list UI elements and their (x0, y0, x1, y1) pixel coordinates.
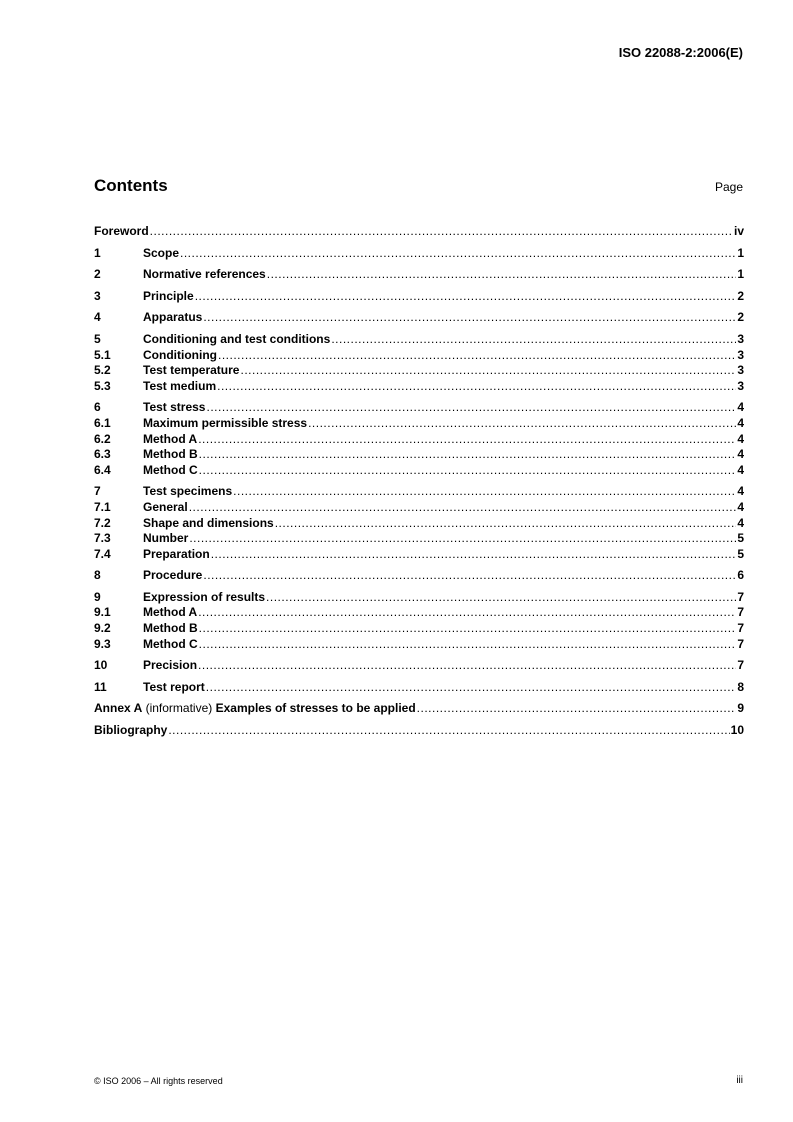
toc-entry-title: Maximum permissible stress (143, 415, 308, 430)
toc-dot-leader (150, 224, 733, 240)
toc-entry-title: Procedure (143, 568, 203, 583)
toc-entry-number: 5.1 (94, 347, 111, 362)
toc-entry[interactable] (94, 348, 744, 364)
toc-entry[interactable] (94, 289, 744, 305)
toc-entry-number: 7.3 (94, 531, 111, 546)
toc-dot-leader (308, 416, 736, 432)
toc-dot-leader (218, 348, 736, 364)
toc-entry[interactable] (94, 484, 744, 500)
toc-entry-page: 7 (737, 589, 744, 604)
toc-entry-page: 8 (737, 679, 744, 694)
toc-entry-page: 4 (737, 415, 744, 430)
toc-dot-leader (267, 267, 737, 283)
toc-dot-leader (233, 484, 736, 500)
toc-entry[interactable] (94, 267, 744, 283)
toc-group (94, 568, 744, 584)
toc-group (94, 680, 744, 696)
toc-entry-page: 7 (737, 658, 744, 673)
toc-entry-page: 4 (737, 484, 744, 499)
toc-entry-page: 1 (737, 267, 744, 282)
toc-group (94, 224, 744, 240)
toc-entry-title: Number (143, 531, 189, 546)
toc-group (94, 289, 744, 305)
toc-dot-leader (180, 246, 736, 262)
toc-entry[interactable] (94, 658, 744, 674)
toc-entry-title: Conditioning (143, 347, 217, 362)
toc-entry[interactable] (94, 432, 744, 448)
toc-entry-page: 4 (737, 400, 744, 415)
toc-entry-title: Normative references (143, 267, 266, 282)
toc-entry-page: 4 (737, 447, 744, 462)
toc-dot-leader (198, 432, 736, 448)
toc-entry-number: 6.1 (94, 415, 111, 430)
toc-entry[interactable] (94, 500, 744, 516)
toc-entry-number: 6.4 (94, 462, 111, 477)
toc-entry-number: 6.3 (94, 447, 111, 462)
toc-entry-page: 4 (737, 462, 744, 477)
toc-entry-number: 6 (94, 400, 101, 415)
toc-entry-title: Conditioning and test conditions (143, 331, 331, 346)
toc-dot-leader (331, 332, 736, 348)
toc-entry-number: 5.2 (94, 363, 111, 378)
table-of-contents (94, 224, 744, 745)
toc-entry-number: 6.2 (94, 431, 111, 446)
toc-dot-leader (199, 637, 737, 653)
toc-dot-leader (199, 447, 737, 463)
toc-entry-number: 10 (94, 658, 108, 673)
toc-dot-leader (206, 680, 737, 696)
toc-dot-leader (206, 400, 736, 416)
toc-group (94, 332, 744, 394)
toc-entry-page: 4 (737, 431, 744, 446)
toc-entry-title: Method A (143, 431, 198, 446)
toc-dot-leader (199, 463, 737, 479)
toc-entry-page: 3 (737, 347, 744, 362)
toc-group (94, 400, 744, 478)
toc-entry[interactable] (94, 463, 744, 479)
toc-entry-title: Test specimens (143, 484, 233, 499)
toc-entry-title: Principle (143, 288, 194, 303)
toc-entry-title: Preparation (143, 546, 210, 561)
toc-entry-number: 1 (94, 245, 101, 260)
toc-entry-title: Test temperature (143, 363, 240, 378)
toc-dot-leader (240, 363, 736, 379)
toc-entry[interactable] (94, 400, 744, 416)
toc-entry-title: Test medium (143, 378, 217, 393)
toc-entry[interactable] (94, 531, 744, 547)
toc-entry-number: 7.1 (94, 499, 111, 514)
toc-entry-page: 4 (737, 515, 744, 530)
toc-entry-title: Shape and dimensions (143, 515, 274, 530)
footer-copyright: © ISO 2006 – All rights reserved (94, 1076, 223, 1086)
toc-dot-leader (168, 723, 729, 739)
toc-entry-number: 2 (94, 267, 101, 282)
toc-entry-number: 8 (94, 568, 101, 583)
toc-entry-page: 3 (737, 363, 744, 378)
toc-group (94, 658, 744, 674)
contents-heading: Contents (94, 176, 168, 195)
footer-page-number: iii (736, 1075, 743, 1086)
toc-entry-title: Method C (143, 636, 198, 651)
toc-entry-number: 5.3 (94, 378, 111, 393)
toc-entry-number: 7.4 (94, 546, 111, 561)
toc-entry[interactable] (94, 363, 744, 379)
toc-entry-page: 6 (737, 568, 744, 583)
toc-dot-leader (266, 590, 736, 606)
toc-entry[interactable] (94, 379, 744, 395)
toc-entry-number: 5 (94, 331, 101, 346)
toc-dot-leader (189, 500, 737, 516)
toc-entry-page: 7 (737, 621, 744, 636)
toc-entry-number: 9 (94, 589, 101, 604)
toc-group (94, 267, 744, 283)
toc-entry[interactable] (94, 224, 744, 240)
toc-entry-title: Method A (143, 605, 198, 620)
toc-entry[interactable] (94, 590, 744, 606)
toc-entry-page: 2 (737, 310, 744, 325)
toc-entry[interactable] (94, 310, 744, 326)
toc-entry-number: 11 (94, 679, 107, 694)
toc-group (94, 310, 744, 326)
toc-entry[interactable] (94, 447, 744, 463)
toc-entry-title: Test report (143, 679, 205, 694)
toc-dot-leader (217, 379, 736, 395)
toc-dot-leader (189, 531, 736, 547)
toc-dot-leader (275, 516, 737, 532)
toc-dot-leader (199, 621, 737, 637)
toc-dot-leader (198, 658, 736, 674)
toc-entry-page: 10 (730, 723, 744, 738)
toc-entry[interactable] (94, 723, 744, 739)
toc-entry-page: 3 (737, 331, 744, 346)
toc-entry-title: Annex A (informative) Examples of stresses to be applied (94, 701, 416, 716)
toc-entry-number: 4 (94, 310, 101, 325)
toc-entry-title: Method B (143, 447, 198, 462)
toc-entry-page: 5 (737, 546, 744, 561)
toc-entry-page: 7 (737, 605, 744, 620)
page-column-label: Page (714, 180, 743, 194)
toc-entry-title: Precision (143, 658, 198, 673)
toc-dot-leader (203, 310, 736, 326)
toc-entry[interactable] (94, 246, 744, 262)
toc-entry-number: 3 (94, 288, 101, 303)
toc-entry-number: 7 (94, 484, 101, 499)
toc-entry-title: Method C (143, 462, 198, 477)
toc-entry-number: 9.1 (94, 605, 111, 620)
toc-entry-page: 9 (737, 701, 744, 716)
toc-entry-page: 1 (737, 245, 744, 260)
toc-entry-number: 9.2 (94, 621, 111, 636)
toc-entry[interactable] (94, 621, 744, 637)
toc-entry-page: 7 (737, 636, 744, 651)
toc-group (94, 701, 744, 717)
document-identifier: ISO 22088-2:2006(E) (618, 45, 743, 60)
toc-entry-title: Test stress (143, 400, 206, 415)
toc-entry[interactable] (94, 547, 744, 563)
toc-group (94, 246, 744, 262)
toc-entry[interactable] (94, 701, 744, 717)
toc-entry[interactable] (94, 416, 744, 432)
toc-entry-number: 7.2 (94, 515, 111, 530)
toc-entry-title: Scope (143, 245, 180, 260)
toc-entry-page: 2 (737, 288, 744, 303)
toc-entry[interactable] (94, 680, 744, 696)
toc-dot-leader (195, 289, 737, 305)
toc-entry[interactable] (94, 605, 744, 621)
toc-entry-title: General (143, 499, 188, 514)
toc-entry-title: Apparatus (143, 310, 203, 325)
toc-entry[interactable] (94, 516, 744, 532)
toc-group (94, 590, 744, 652)
toc-entry[interactable] (94, 332, 744, 348)
toc-entry-title: Foreword (94, 224, 149, 238)
toc-entry-title: Bibliography (94, 723, 168, 738)
toc-group (94, 484, 744, 562)
toc-dot-leader (198, 605, 736, 621)
toc-entry-page: 3 (737, 378, 744, 393)
toc-entry-number: 9.3 (94, 636, 111, 651)
toc-entry[interactable] (94, 637, 744, 653)
toc-dot-leader (211, 547, 737, 563)
toc-dot-leader (203, 568, 736, 584)
toc-entry-title: Method B (143, 621, 198, 636)
toc-dot-leader (417, 701, 737, 717)
toc-entry-title: Expression of results (143, 589, 266, 604)
toc-group (94, 723, 744, 739)
toc-entry-page: 5 (737, 531, 744, 546)
toc-entry-page: iv (733, 224, 744, 238)
toc-entry[interactable] (94, 568, 744, 584)
toc-entry-page: 4 (737, 499, 744, 514)
